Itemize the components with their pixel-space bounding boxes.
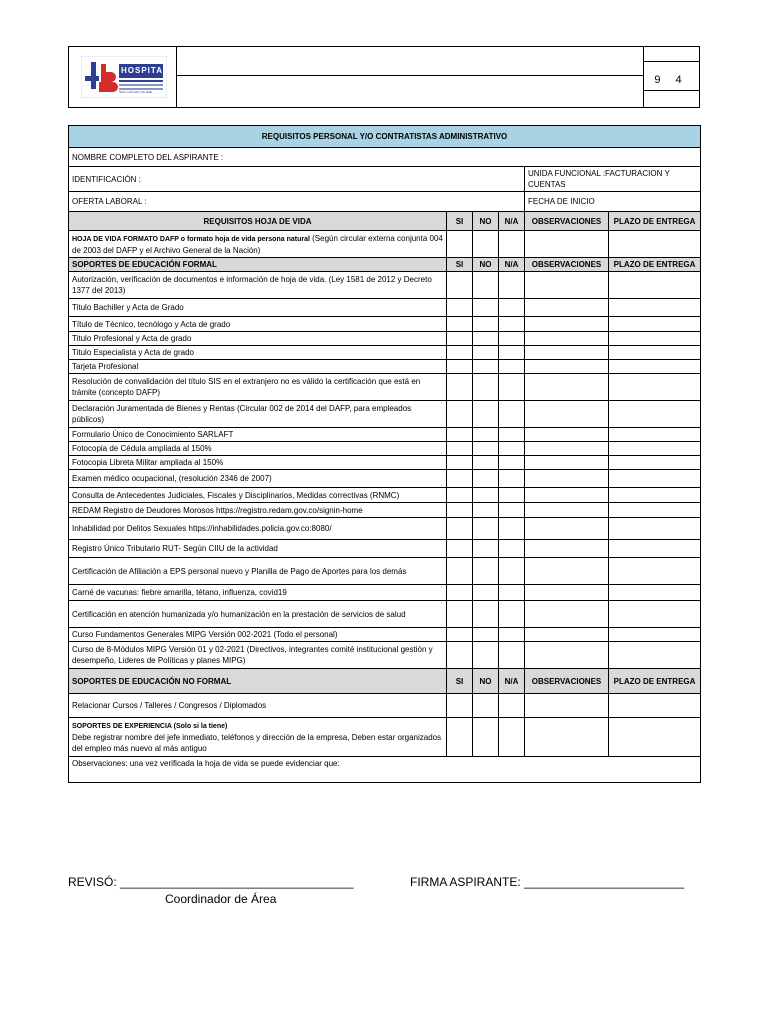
observaciones-cell[interactable] (525, 401, 609, 428)
formal-item-label: Declaración Juramentada de Bienes y Rentas (Circular 002 de 2014 del DAFP, para empleados públicos) (69, 401, 447, 428)
section-formal-label: SOPORTES DE EDUCACIÓN FORMAL (69, 258, 447, 272)
hoja-vida-row (69, 231, 701, 258)
section-hoja-vida (69, 212, 701, 231)
hoja-vida-rest: (Según circular externa conjunta 004 de 2003 del DAFP y el Archivo General de la Nación) (72, 233, 443, 255)
formal-item-row (69, 360, 701, 374)
experiencia-row (69, 718, 701, 757)
observaciones-note[interactable]: Observaciones: una vez verificada la hoja de vida se puede evidenciar que: (69, 757, 701, 783)
formal-item-row (69, 470, 701, 488)
col-no: NO (473, 212, 499, 231)
formal-item-row (69, 442, 701, 456)
logo-cell (69, 47, 177, 107)
observaciones-cell[interactable] (525, 428, 609, 442)
plazo-cell[interactable] (609, 299, 701, 317)
col-na: N/A (499, 258, 525, 272)
plazo-cell[interactable] (609, 470, 701, 488)
formal-item-row (69, 317, 701, 332)
plazo-cell[interactable] (609, 374, 701, 401)
col-observaciones: OBSERVACIONES (525, 212, 609, 231)
firma-aspirante-line[interactable]: FIRMA ASPIRANTE: ________________________ (410, 875, 685, 889)
check-no[interactable] (473, 642, 499, 669)
check-no[interactable] (473, 558, 499, 585)
plazo-cell[interactable] (609, 456, 701, 470)
formal-item-label: Certificación de Afiliación a EPS personal nuevo y Planilla de Pago de Aportes para los demás (69, 558, 447, 585)
formal-item-label: Titulo Profesional y Acta de grado (69, 332, 447, 346)
check-no[interactable] (473, 601, 499, 628)
check-si[interactable] (447, 488, 473, 503)
check-no[interactable] (473, 503, 499, 518)
col-si: SI (447, 669, 473, 694)
plazo-cell[interactable] (609, 272, 701, 299)
reviso-signature-line[interactable]: REVISÓ: ___________________________________ (68, 875, 354, 889)
header-code-cell (643, 47, 699, 107)
check-si[interactable] (447, 442, 473, 456)
logo-text: HOSPITAL (121, 66, 169, 75)
formal-item-row (69, 332, 701, 346)
no-formal-label: Relacionar Cursos / Talleres / Congresos / Diplomados (69, 694, 447, 718)
check-no[interactable] (473, 470, 499, 488)
observaciones-cell[interactable] (525, 231, 609, 258)
check-si[interactable] (447, 503, 473, 518)
check-si[interactable] (447, 628, 473, 642)
formal-item-label: Resolución de convalidación del título SIS en el extranjero no es válido la certificación que está en trámite (concepto DAFP) (69, 374, 447, 401)
check-si[interactable] (447, 360, 473, 374)
check-si[interactable] (447, 317, 473, 332)
formal-item-row (69, 428, 701, 442)
formal-item-label: Registro Único Tributario RUT- Según CIIU de la actividad (69, 540, 447, 558)
check-na[interactable] (499, 317, 525, 332)
plazo-cell[interactable] (609, 317, 701, 332)
check-no[interactable] (473, 428, 499, 442)
check-no[interactable] (473, 317, 499, 332)
col-no: NO (473, 669, 499, 694)
observaciones-cell[interactable] (525, 360, 609, 374)
formal-item-label: Consulta de Antecedentes Judiciales, Fiscales y Disciplinarios, Medidas correctivas (RNMC) (69, 488, 447, 503)
formal-item-label: Autorización, verificación de documentos e información de hoja de vida. (Ley 1581 de 2012 y Decreto 1377 del 2013) (69, 272, 447, 299)
observaciones-note-row (69, 757, 701, 783)
document-header (68, 46, 700, 108)
observaciones-cell[interactable] (525, 346, 609, 360)
experiencia-label (69, 718, 447, 757)
hospital-logo (81, 56, 167, 98)
check-no[interactable] (473, 332, 499, 346)
formal-item-row (69, 272, 701, 299)
check-no[interactable] (473, 442, 499, 456)
experiencia-title: SOPORTES DE EXPERIENCIA (Solo si la tiene) (72, 722, 228, 730)
observaciones-cell[interactable] (525, 299, 609, 317)
formal-item-label: Curso Fundamentos Generales MIPG Versión 002-2021 (Todo el personal) (69, 628, 447, 642)
check-na[interactable] (499, 718, 525, 757)
check-no[interactable] (473, 540, 499, 558)
formal-item-row (69, 585, 701, 601)
check-si[interactable] (447, 346, 473, 360)
hoja-vida-label (69, 231, 447, 258)
check-si[interactable] (447, 299, 473, 317)
formal-item-row (69, 346, 701, 360)
check-no[interactable] (473, 360, 499, 374)
formal-item-row (69, 456, 701, 470)
section-no-formal-label: SOPORTES DE EDUCACIÓN NO FORMAL (69, 669, 447, 694)
check-na[interactable] (499, 272, 525, 299)
check-na[interactable] (499, 231, 525, 258)
check-no[interactable] (473, 299, 499, 317)
check-no[interactable] (473, 628, 499, 642)
section-hoja-vida-label: REQUISITOS HOJA DE VIDA (69, 212, 447, 231)
check-si[interactable] (447, 558, 473, 585)
check-si[interactable] (447, 401, 473, 428)
check-si[interactable] (447, 540, 473, 558)
check-no[interactable] (473, 718, 499, 757)
check-na[interactable] (499, 456, 525, 470)
check-na[interactable] (499, 558, 525, 585)
col-si: SI (447, 212, 473, 231)
plazo-cell[interactable] (609, 585, 701, 601)
oferta-row (69, 192, 701, 212)
formal-item-row (69, 642, 701, 669)
check-no[interactable] (473, 231, 499, 258)
check-na[interactable] (499, 518, 525, 540)
formal-item-label: Examen médico ocupacional, (resolución 2346 de 2007) (69, 470, 447, 488)
plazo-cell[interactable] (609, 642, 701, 669)
observaciones-cell[interactable] (525, 518, 609, 540)
coordinador-label: Coordinador de Área (165, 892, 277, 906)
formal-item-label: Fotocopia de Cédula ampliada al 150% (69, 442, 447, 456)
identificacion-field[interactable]: IDENTIFICACIÓN : (69, 167, 525, 192)
plazo-cell[interactable] (609, 601, 701, 628)
logo-subtext: SAN LUIS SAN GIL ESE (119, 90, 153, 94)
check-na[interactable] (499, 601, 525, 628)
plazo-cell[interactable] (609, 346, 701, 360)
check-si[interactable] (447, 518, 473, 540)
check-si[interactable] (447, 718, 473, 757)
plazo-cell[interactable] (609, 360, 701, 374)
requirements-table (68, 125, 701, 783)
plazo-cell[interactable] (609, 694, 701, 718)
check-na[interactable] (499, 428, 525, 442)
formal-item-row (69, 488, 701, 503)
title-row (69, 126, 701, 148)
check-na[interactable] (499, 470, 525, 488)
check-na[interactable] (499, 346, 525, 360)
check-si[interactable] (447, 470, 473, 488)
observaciones-cell[interactable] (525, 694, 609, 718)
check-na[interactable] (499, 585, 525, 601)
check-no[interactable] (473, 488, 499, 503)
observaciones-cell[interactable] (525, 374, 609, 401)
check-si[interactable] (447, 428, 473, 442)
plazo-cell[interactable] (609, 518, 701, 540)
check-no[interactable] (473, 401, 499, 428)
plazo-cell[interactable] (609, 540, 701, 558)
check-na[interactable] (499, 442, 525, 456)
nombre-field[interactable]: NOMBRE COMPLETO DEL ASPIRANTE : (69, 148, 701, 167)
plazo-cell[interactable] (609, 442, 701, 456)
plazo-cell[interactable] (609, 628, 701, 642)
col-plazo: PLAZO DE ENTREGA (609, 258, 701, 272)
check-no[interactable] (473, 518, 499, 540)
check-no[interactable] (473, 585, 499, 601)
check-si[interactable] (447, 694, 473, 718)
no-formal-row (69, 694, 701, 718)
formal-item-row (69, 601, 701, 628)
formal-item-row (69, 374, 701, 401)
observaciones-cell[interactable] (525, 718, 609, 757)
plazo-cell[interactable] (609, 332, 701, 346)
identificacion-row (69, 167, 701, 192)
plazo-cell[interactable] (609, 718, 701, 757)
observaciones-cell[interactable] (525, 488, 609, 503)
section-no-formal (69, 669, 701, 694)
formal-item-row (69, 518, 701, 540)
check-na[interactable] (499, 299, 525, 317)
formal-item-label: Inhabilidad por Delitos Sexuales https://inhabilidades.policia.gov.co:8080/ (69, 518, 447, 540)
check-na[interactable] (499, 374, 525, 401)
check-na[interactable] (499, 503, 525, 518)
observaciones-cell[interactable] (525, 585, 609, 601)
observaciones-cell[interactable] (525, 628, 609, 642)
form-title: REQUISITOS PERSONAL Y/O CONTRATISTAS ADMINISTRATIVO (69, 126, 701, 148)
formal-item-label: Certificación en atención humanizada y/o humanización en la prestación de servicios de salud (69, 601, 447, 628)
observaciones-cell[interactable] (525, 601, 609, 628)
experiencia-text: Debe registrar nombre del jefe inmediato, teléfonos y dirección de la empresa, Deben estar organizados del empleo más nuevo al más antiguo (72, 732, 442, 753)
col-si: SI (447, 258, 473, 272)
formal-item-row (69, 401, 701, 428)
check-na[interactable] (499, 694, 525, 718)
col-plazo: PLAZO DE ENTREGA (609, 212, 701, 231)
oferta-field[interactable]: OFERTA LABORAL : (69, 192, 525, 212)
formal-item-row (69, 503, 701, 518)
formal-item-label: Titulo Bachiller y Acta de Grado (69, 299, 447, 317)
check-na[interactable] (499, 360, 525, 374)
formal-item-label: Formulario Único de Conocimiento SARLAFT (69, 428, 447, 442)
observaciones-cell[interactable] (525, 332, 609, 346)
check-na[interactable] (499, 401, 525, 428)
plazo-cell[interactable] (609, 401, 701, 428)
observaciones-cell[interactable] (525, 456, 609, 470)
formal-item-row (69, 628, 701, 642)
nombre-row (69, 148, 701, 167)
check-na[interactable] (499, 540, 525, 558)
col-no: NO (473, 258, 499, 272)
check-si[interactable] (447, 374, 473, 401)
formal-item-label: Curso de 8-Módulos MIPG Versión 01 y 02-2021 (Directivos, integrantes comité institucional gestión y desempeño, Lideres de Políticas y planes MIPG) (69, 642, 447, 669)
check-no[interactable] (473, 456, 499, 470)
observaciones-cell[interactable] (525, 503, 609, 518)
col-na: N/A (499, 212, 525, 231)
check-na[interactable] (499, 628, 525, 642)
hoja-vida-bold: HOJA DE VIDA FORMATO DAFP o formato hoja de vida persona natural (72, 235, 310, 243)
check-si[interactable] (447, 332, 473, 346)
col-na: N/A (499, 669, 525, 694)
check-si[interactable] (447, 642, 473, 669)
col-plazo: PLAZO DE ENTREGA (609, 669, 701, 694)
formal-item-label: Fotocopia Libreta Militar ampliada al 150% (69, 456, 447, 470)
check-si[interactable] (447, 456, 473, 470)
col-observaciones: OBSERVACIONES (525, 669, 609, 694)
check-no[interactable] (473, 272, 499, 299)
formal-item-row (69, 540, 701, 558)
plazo-cell[interactable] (609, 558, 701, 585)
plazo-cell[interactable] (609, 231, 701, 258)
header-title-cell (176, 47, 644, 107)
formal-item-label: Tarjeta Profesional (69, 360, 447, 374)
formal-item-label: Carné de vacunas: fiebre amarilla, tétano, influenza, covid19 (69, 585, 447, 601)
fecha-inicio-field[interactable]: FECHA DE INICIO (525, 192, 701, 212)
observaciones-cell[interactable] (525, 470, 609, 488)
formal-item-label: Titulo Especialista y Acta de grado (69, 346, 447, 360)
formal-item-label: Título de Técnico, tecnólogo y Acta de grado (69, 317, 447, 332)
formal-item-row (69, 299, 701, 317)
plazo-cell[interactable] (609, 503, 701, 518)
check-si[interactable] (447, 272, 473, 299)
check-si[interactable] (447, 601, 473, 628)
check-si[interactable] (447, 231, 473, 258)
check-na[interactable] (499, 488, 525, 503)
plazo-cell[interactable] (609, 488, 701, 503)
section-formal (69, 258, 701, 272)
document-code: 9 4 (654, 74, 688, 86)
check-si[interactable] (447, 585, 473, 601)
plazo-cell[interactable] (609, 428, 701, 442)
col-observaciones: OBSERVACIONES (525, 258, 609, 272)
observaciones-cell[interactable] (525, 272, 609, 299)
check-no[interactable] (473, 346, 499, 360)
check-na[interactable] (499, 332, 525, 346)
check-no[interactable] (473, 374, 499, 401)
observaciones-cell[interactable] (525, 442, 609, 456)
observaciones-cell[interactable] (525, 540, 609, 558)
formal-item-row (69, 558, 701, 585)
observaciones-cell[interactable] (525, 317, 609, 332)
check-na[interactable] (499, 642, 525, 669)
formal-item-label: REDAM Registro de Deudores Morosos https://registro.redam.gov.co/signin-home (69, 503, 447, 518)
unidad-funcional-field[interactable]: UNIDA FUNCIONAL :FACTURACION Y CUENTAS (525, 167, 701, 192)
check-no[interactable] (473, 694, 499, 718)
observaciones-cell[interactable] (525, 558, 609, 585)
observaciones-cell[interactable] (525, 642, 609, 669)
